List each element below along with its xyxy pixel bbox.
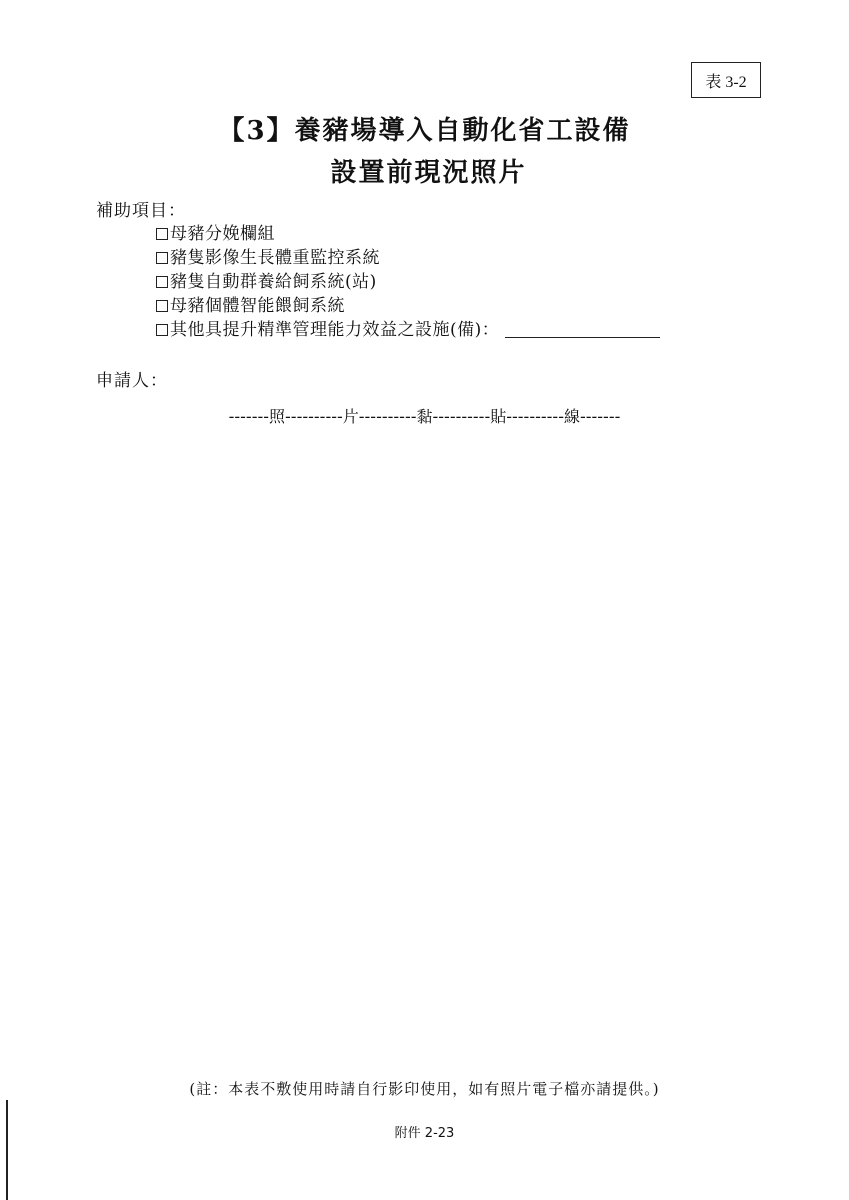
option-sow-smart-feeding[interactable]	[156, 294, 660, 318]
footnote: (註：本表不敷使用時請自行影印使用，如有照片電子檔亦請提供。)	[189, 1080, 660, 1098]
option-label: 其他具提升精準管理能力效益之設施(備)：	[170, 320, 500, 340]
option-weight-monitoring[interactable]	[156, 246, 660, 270]
checkbox[interactable]	[156, 300, 168, 312]
scan-edge-mark	[6, 1100, 8, 1200]
option-group-feeding[interactable]	[156, 270, 660, 294]
form-code: 表 3-2	[705, 73, 747, 91]
subsidy-options-list	[156, 222, 660, 342]
checkbox[interactable]	[156, 276, 168, 288]
applicant-label: 申請人：	[96, 371, 168, 391]
checkbox[interactable]	[156, 252, 168, 264]
option-other[interactable]	[156, 318, 660, 342]
other-fill-in-line[interactable]	[505, 323, 660, 338]
subsidy-items-label: 補助項目：	[96, 201, 186, 221]
page-subtitle: 設置前現況照片	[330, 158, 527, 188]
option-sow-farrowing-crate[interactable]	[156, 222, 660, 246]
page-number: 附件 2-23	[394, 1126, 455, 1141]
form-code-box	[691, 62, 761, 98]
option-label: 豬隻自動群養給飼系統(站)	[170, 272, 377, 292]
option-label: 豬隻影像生長體重監控系統	[170, 248, 380, 268]
checkbox[interactable]	[156, 228, 168, 240]
checkbox[interactable]	[156, 324, 168, 336]
photo-paste-line: -------照----------片----------黏----------貼----------線-------	[228, 407, 621, 426]
option-label: 母豬個體智能餵飼系統	[170, 296, 345, 316]
page-title: 【3】養豬場導入自動化省工設備	[218, 116, 631, 146]
option-label: 母豬分娩欄組	[170, 224, 275, 244]
